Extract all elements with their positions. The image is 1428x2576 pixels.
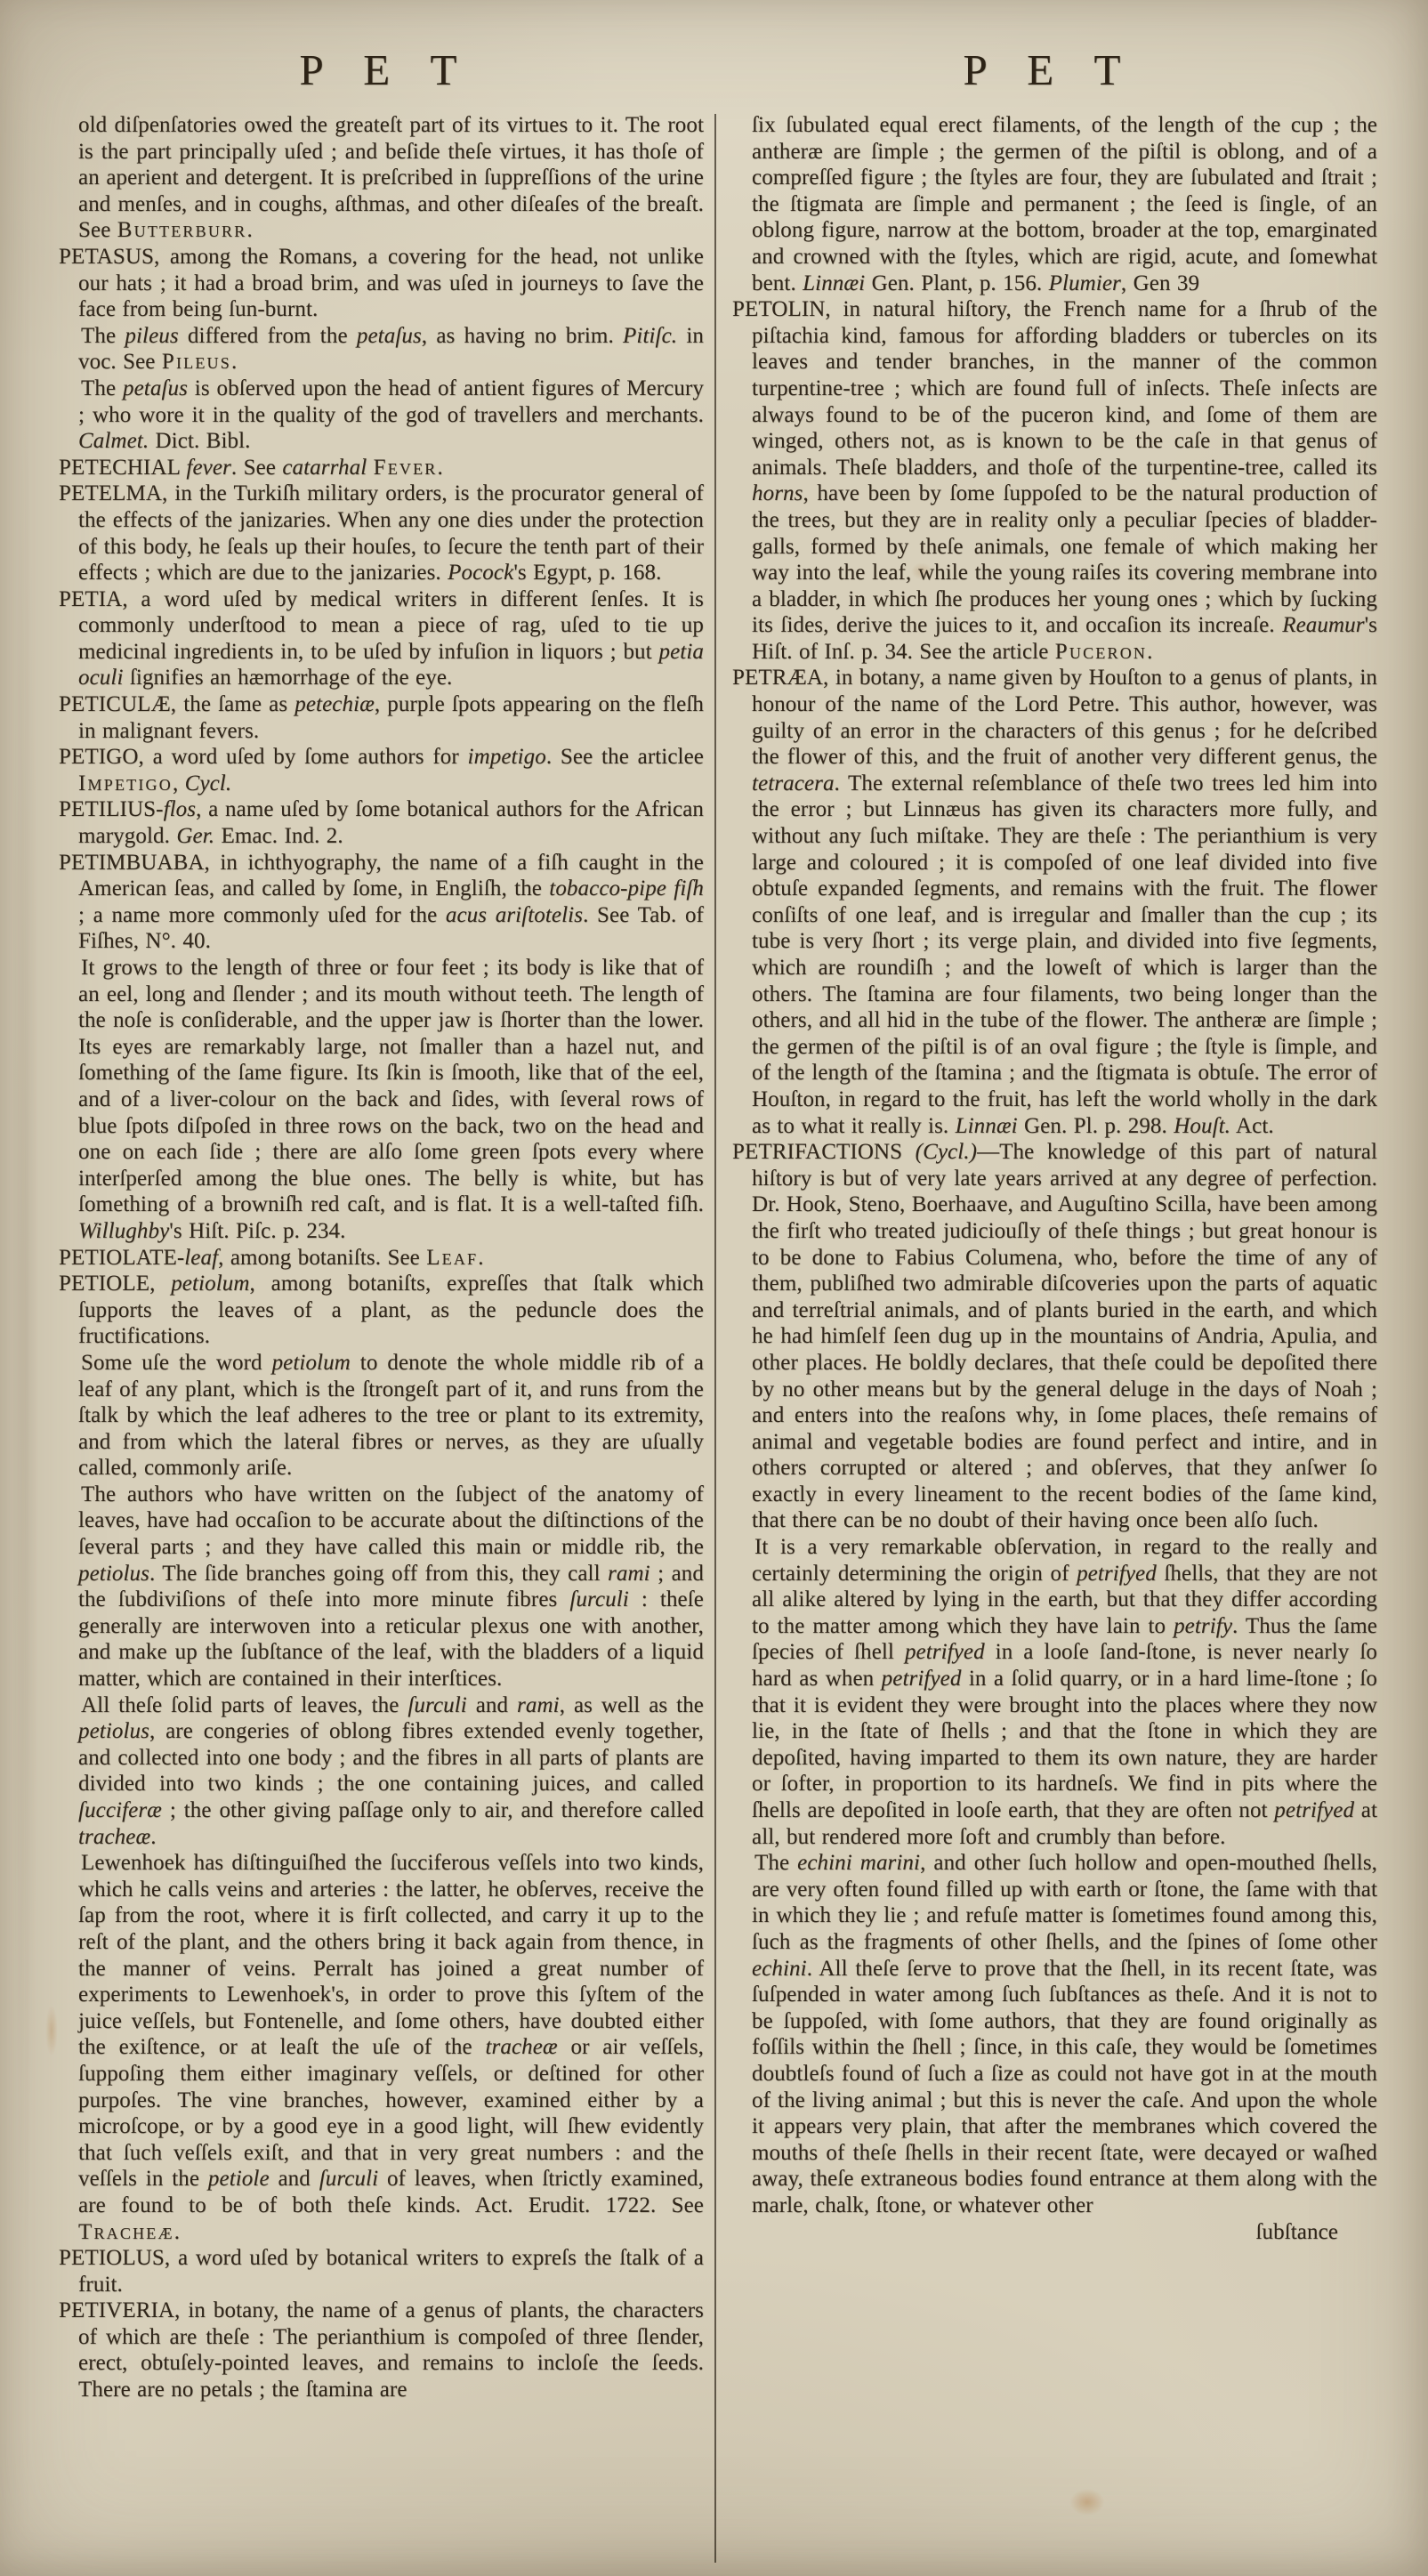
paragraph: Lewenhoek has diſtinguiſhed the ſucciferous veſſels into two kinds, which he calls veins and arteries : the latter, he obſerves, receive the ſap from the root, where it is firſt collected, and carry it up to the reſt of the plant, and the others bring it back again from thence, in the manner of veins. Perralt has joined a great number of experiments to Lewenhoek's, in order to prove this ſyſtem of the juice veſſels, but Fontenelle, and ſome others, have doubted either the exiſtence, or at leaſt the uſe of the tracheæ or air veſſels, ſuppoſing them either imaginary veſſels, or deſtined for other purpoſes. The vine branches, however, examined either by a microſcope, or by a good eye in a good light, will ſhew evidently that ſuch veſſels exiſt, and that in very great numbers : and the veſſels in the petiole and ſurculi of leaves, when ſtrictly examined, are found to be of both theſe kinds. Act. Erudit. 1722. See Tracheæ. xyxy=(78,1851,704,2244)
dictionary-entry: PETICULÆ, the ſame as petechiæ, purple ſpots appearing on the fleſh in malignant fevers. xyxy=(59,692,704,743)
dictionary-entry: PETIGO, a word uſed by ſome authors for impetigo. See the articlee Impetigo, Cycl. xyxy=(59,745,704,795)
dictionary-entry: PETECHIAL fever. See catarrhal Fever. xyxy=(59,455,443,480)
paragraph: Some uſe the word petiolum to denote the whole middle rib of a leaf of any plant, which is the ſtrongeſt part of it, and runs from the ſtalk by which the leaf adheres to the tree or plant to its extremity, and from which the lateral fibres or nerves, as they are uſually called, commonly ariſe. xyxy=(78,1350,704,1481)
running-head-right: P E T xyxy=(963,45,1136,94)
dictionary-entry: PETRIFACTIONS (Cycl.)—The knowledge of this part of natural hiſtory is but of very late years arrived at any degree of perfection. Dr. Hook, Steno, Boerhaave, and Auguſtino Scilla, have been among the firſt who treated judiciouſly of theſe things ; but great honour is to be done to Fabius Columena, who, before the time of any of them, publiſhed two admirable diſcoveries upon the parts of aquatic and terreſtrial animals, and of plants buried in the earth, and which he had himſelf ſeen dug up in the mountains of Andria, Apulia, and other places. He boldly declares, that theſe could be depoſited there by no other means but by the general deluge in the days of Noah ; and enters into the reaſons why, in ſome places, theſe remains of animal and vegetable bodies are found perfect and intire, and in others corrupted or altered ; and obſerves, that they anſwer ſo exactly in every lineament to the recent bodies of the ſame kind, that there can be no doubt of their having once been alſo ſuch. xyxy=(732,1140,1377,1533)
dictionary-entry: PETOLIN, in natural hiſtory, the French name for a ſhrub of the piſtachia kind, famous for affording bladders or tubercles on its leaves and tender branches, in the manner of the common turpentine-tree ; which are found full of inſects. Theſe inſects are always found to be of the puceron kind, and ſome of them are winged, others not, as is known to be the caſe in that genus of animals. Theſe bladders, and thoſe of the turpentine-tree, called its horns, have been by ſome ſuppoſed to be the natural production of the trees, but they are in reality only a peculiar ſpecies of bladder-galls, formed by theſe animals, one female of which making her way into the leaf, while the young raiſes its covering membrane into a bladder, in which ſhe produces her young ones ; which by ſucking its ſides, derive the juices to it, and occaſion its increaſe. Reaumur's Hiſt. of Inſ. p. 34. See the article Puceron. xyxy=(732,297,1377,664)
paragraph: It is a very remarkable obſervation, in regard to the really and certainly determining the origin of petrifyed ſhells, that they are not all alike altered by lying in the earth, but that they differ according to the matter among which they have lain to petrify. Thus the ſame ſpecies of ſhell petrifyed in a looſe ſand-ſtone, is never nearly ſo hard as when petrifyed in a ſolid quarry, or in a hard lime-ſtone ; ſo that it is evident they were brought into the places where they now lie, in the ſtate of ſhells ; and that the ſtone in which they are depoſited, having imparted to them its own nature, they are harder or ſofter, in proportion to its hardneſs. We find in pits where the ſhells are depoſited in looſe earth, that they are often not petrifyed at all, but rendered more ſoft and crumbly than before. xyxy=(752,1535,1377,1849)
dictionary-entry: PETILIUS-flos, a name uſed by ſome botanical authors for the African marygold. Ger. Emac. Ind. 2. xyxy=(59,797,704,849)
right-column xyxy=(732,112,1377,2403)
dictionary-entry: PETIOLE, petiolum, among botaniſts, expreſſes that ſtalk which ſupports the leaves of a plant, as the peduncle does the fructifications. xyxy=(59,1272,704,1349)
dictionary-entry: PETIA, a word uſed by medical writers in different ſenſes. It is commonly underſtood to mean a piece of rag, uſed to tie up medicinal ingredients in, to be uſed by infuſion in liquors ; but petia oculi ſignifies an hæmorrhage of the eye. xyxy=(59,586,704,690)
dictionary-entry: PETASUS, among the Romans, a covering for the head, not unlike our hats ; it had a broad brim, and was uſed in journeys to ſave the face from being ſun-burnt. xyxy=(59,244,704,322)
paragraph: The petaſus is obſerved upon the head of antient figures of Mercury ; who wore it in the quality of the god of travellers and merchants. Calmet. Dict. Bibl. xyxy=(78,375,704,454)
paragraph: The authors who have written on the ſubject of the anatomy of leaves, have had occaſion to be accurate about the diſtinctions of the ſeveral parts ; and they have called this main or middle rib, the petiolus. The ſide branches going off from this, they call rami ; and the ſubdiviſions of theſe into more minute fibres ſurculi : theſe generally are interwoven into a reticular plexus one with another, and make up the ſubſtance of the leaf, with the bladders of a liquid matter, which are contained in their interſtices. xyxy=(78,1482,704,1692)
paragraph: The pileus differed from the petaſus, as having no brim. Pitiſc. in voc. See Pileus. xyxy=(78,323,705,375)
dictionary-entry: PETELMA, in the Turkiſh military orders, is the procurator general of the effects of the janizaries. When any one dies under the protection of this body, he ſeals up their houſes, to ſecure the tenth part of their effects ; which are due to the janizaries. Pocock's Egypt, p. 168. xyxy=(59,481,704,585)
dictionary-entry: PETRÆA, in botany, a name given by Houſton to a genus of plants, in honour of the name of the Lord Petre. This author, however, was guilty of an error in the characters of this genus ; for he deſcribed the flower of this, and the fruit of another very different genus, the tetracera. The external reſemblance of theſe two trees led him into the error ; but Linnæus has given its characters more fully, and without any ſuch miſtake. They are theſe : The perianthium is very large and coloured ; it is compoſed of one leaf divided into five obtuſe expanded ſegments, and remains with the fruit. The flower conſiſts of one leaf, and is irregular and ſmaller than the cup ; its tube is very ſhort ; its verge plain, and divided into five ſegments, which are roundiſh ; and the loweſt of which is larger than the others. The ſtamina are four filaments, two being longer than the others, and all hid in the tube of the flower. The antheræ are ſimple ; the germen of the piſtil is of an oval figure ; the ſtyle is ſimple, and of the length of the ſtamina ; and the ſtigmata is obtuſe. The error of Houſton, in regard to the fruit, has left the world wholly in the dark as to what it really is. Linnæi Gen. Pl. p. 298. Houſt. Act. xyxy=(732,666,1377,1138)
running-head-left: P E T xyxy=(299,45,472,94)
dictionary-entry: PETIOLATE-leaf, among botaniſts. See Leaf. xyxy=(59,1245,484,1270)
catchword: ſubſtance xyxy=(1255,2219,1338,2244)
continuation-paragraph: ſix ſubulated equal erect filaments, of the length of the cup ; the antheræ are ſimple ; the germen of the piſtil is oblong, and of a compreſſed figure ; the ſtyles are four, they are ſubulated and ſtrait ; the ſtigmata are ſimple and permanent ; the ſeed is ſingle, of an oblong figure, narrow at the bottom, broader at the top, emarginated and crowned with the ſtyles, which are rigid, acute, and ſomewhat bent. Linnæi Gen. Plant, p. 156. Plumier, Gen 39 xyxy=(752,113,1377,295)
dictionary-entry: PETIVERIA, in botany, the name of a genus of plants, the characters of which are theſe : The perianthium is compoſed of three ſlender, erect, obtuſely-pointed leaves, and remains to incloſe the ſeeds. There are no petals ; the ſtamina are xyxy=(59,2298,704,2402)
left-column xyxy=(59,112,704,2403)
dictionary-entry: PETIMBUABA, in ichthyography, the name of a fiſh caught in the American ſeas, and called by ſome, in Engliſh, the tobacco-pipe fiſh ; a name more commonly uſed for the acus ariſtotelis. See Tab. of Fiſhes, N°. 40. xyxy=(59,850,705,954)
text-columns xyxy=(59,112,1377,2403)
continuation-paragraph: old diſpenſatories owed the greateſt part of its virtues to it. The root is the part principally uſed ; and beſide theſe virtues, it has thoſe of an aperient and detergent. It is preſcribed in ſuppreſſions of the urine and menſes, and in coughs, aſthmas, and other diſeaſes of the breaſt. See Butterburr. xyxy=(78,113,704,243)
paragraph: All theſe ſolid parts of leaves, the ſurculi and rami, as well as the petiolus, are congeries of oblong fibres extended evenly together, and collected into one body ; and the fibres in all parts of plants are divided into two kinds ; the one containing juices, and called ſucciferæ ; the other giving paſſage only to air, and therefore called tracheæ. xyxy=(78,1692,704,1849)
paragraph: The echini marini, and other ſuch hollow and open-mouthed ſhells, are very often found filled up with earth or ſtone, the ſame with that in which they lie ; and refuſe matter is ſometimes found among this, ſuch as the fragments of other ſhells, and the ſpines of ſome other echini. All theſe ſerve to prove that the ſhell, in its recent ſtate, was ſuſpended in water among ſuch ſubſtances as theſe. And it is not to be ſuppoſed, with ſome authors, that they are found originally as foſſils within the ſhell ; ſince, in this caſe, they would be ſometimes doubtleſs found of ſuch a ſize as could not have got in at the mouth of the living animal ; but this is never the caſe. And upon the whole it appears very plain, that after the membranes which covered the mouths of theſe ſhells in their recent ſtate, were decayed or waſhed away, theſe extraneous bodies found entrance at them along with the marle, chalk, ſtone, or whatever other xyxy=(752,1851,1377,2217)
dictionary-entry: PETIOLUS, a word uſed by botanical writers to expreſs the ſtalk of a fruit. xyxy=(59,2246,704,2297)
paragraph: It grows to the length of three or four feet ; its body is like that of an eel, long and ſlender ; and its mouth without teeth. The length of the noſe is conſiderable, and the upper jaw is ſhorter than the lower. Its eyes are remarkably large, not ſmaller than a hazel nut, and ſomething of the ſame figure. Its ſkin is ſmooth, like that of the eel, and of a liver-colour on the back and ſides, with ſeveral rows of blue ſpots diſpoſed in three rows on the back, two on the head and one on each ſide ; there are alſo ſome green ſpots every where interſperſed among the blue ones. The belly is white, but has ſomething of a browniſh red caſt, and is flat. It is a well-taſted fiſh. Willughby's Hiſt. Piſc. p. 234. xyxy=(78,956,704,1243)
